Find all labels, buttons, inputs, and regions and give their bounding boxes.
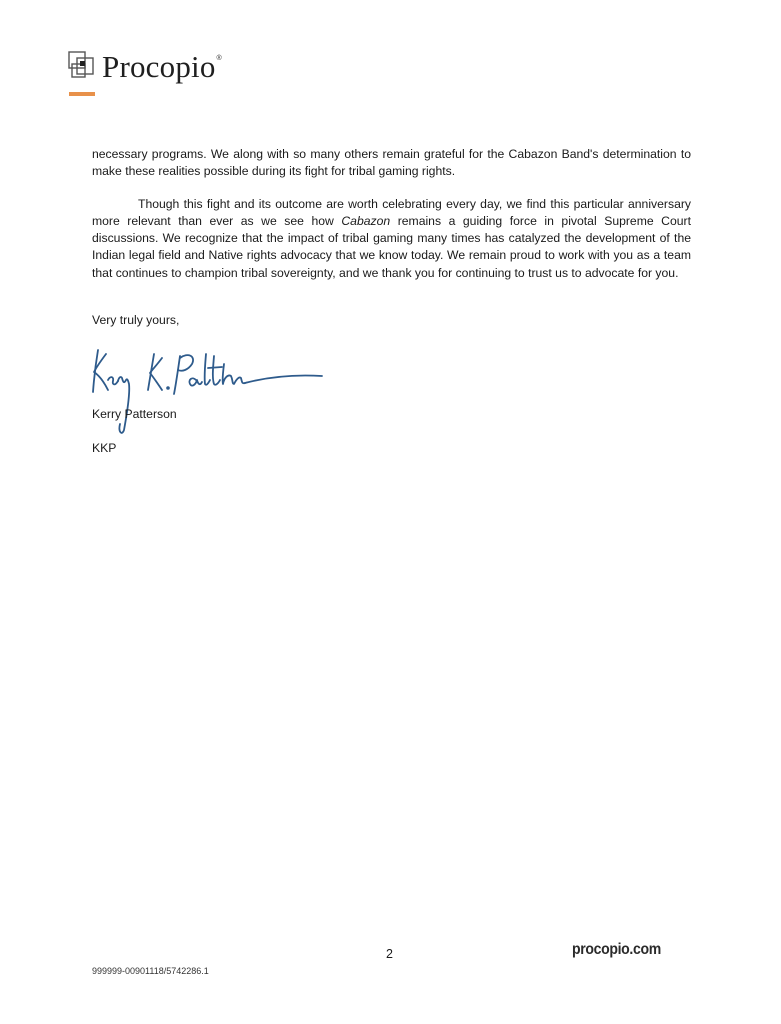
document-id: 999999-00901118/5742286.1 <box>92 966 209 976</box>
case-name-italic: Cabazon <box>341 213 391 228</box>
closing-line: Very truly yours, <box>92 313 180 327</box>
signer-initials: KKP <box>92 441 117 455</box>
signer-name: Kerry Patterson <box>92 407 177 421</box>
page-number: 2 <box>386 947 393 961</box>
paragraph-2: Though this fight and its outcome are worth celebrating every day, we find this particular anniversary more relevant than ever as we see how Cabazon remains a guiding force in pivotal Supreme Court discussions. We recognize that the impact of tribal gaming many times has catalyzed the development of the Indian legal field and Native rights advocacy that we know today. We remain proud to work with you as a team that continues to champion tribal sovereignty, and we thank you for continuing to trust us to advocate for you. <box>92 196 691 280</box>
logo-accent-bar <box>69 92 95 96</box>
logo-squares-icon <box>68 49 98 83</box>
logo-wordmark: Procopio® <box>102 48 222 84</box>
procopio-logo <box>68 46 222 86</box>
paragraph-1: necessary programs. We along with so many others remain grateful for the Cabazon Band's determination to make these realities possible during its fight for tribal gaming rights. <box>92 147 691 179</box>
registered-mark: ® <box>216 54 222 62</box>
letter-body <box>92 146 691 297</box>
footer-website: procopio.com <box>572 941 661 958</box>
